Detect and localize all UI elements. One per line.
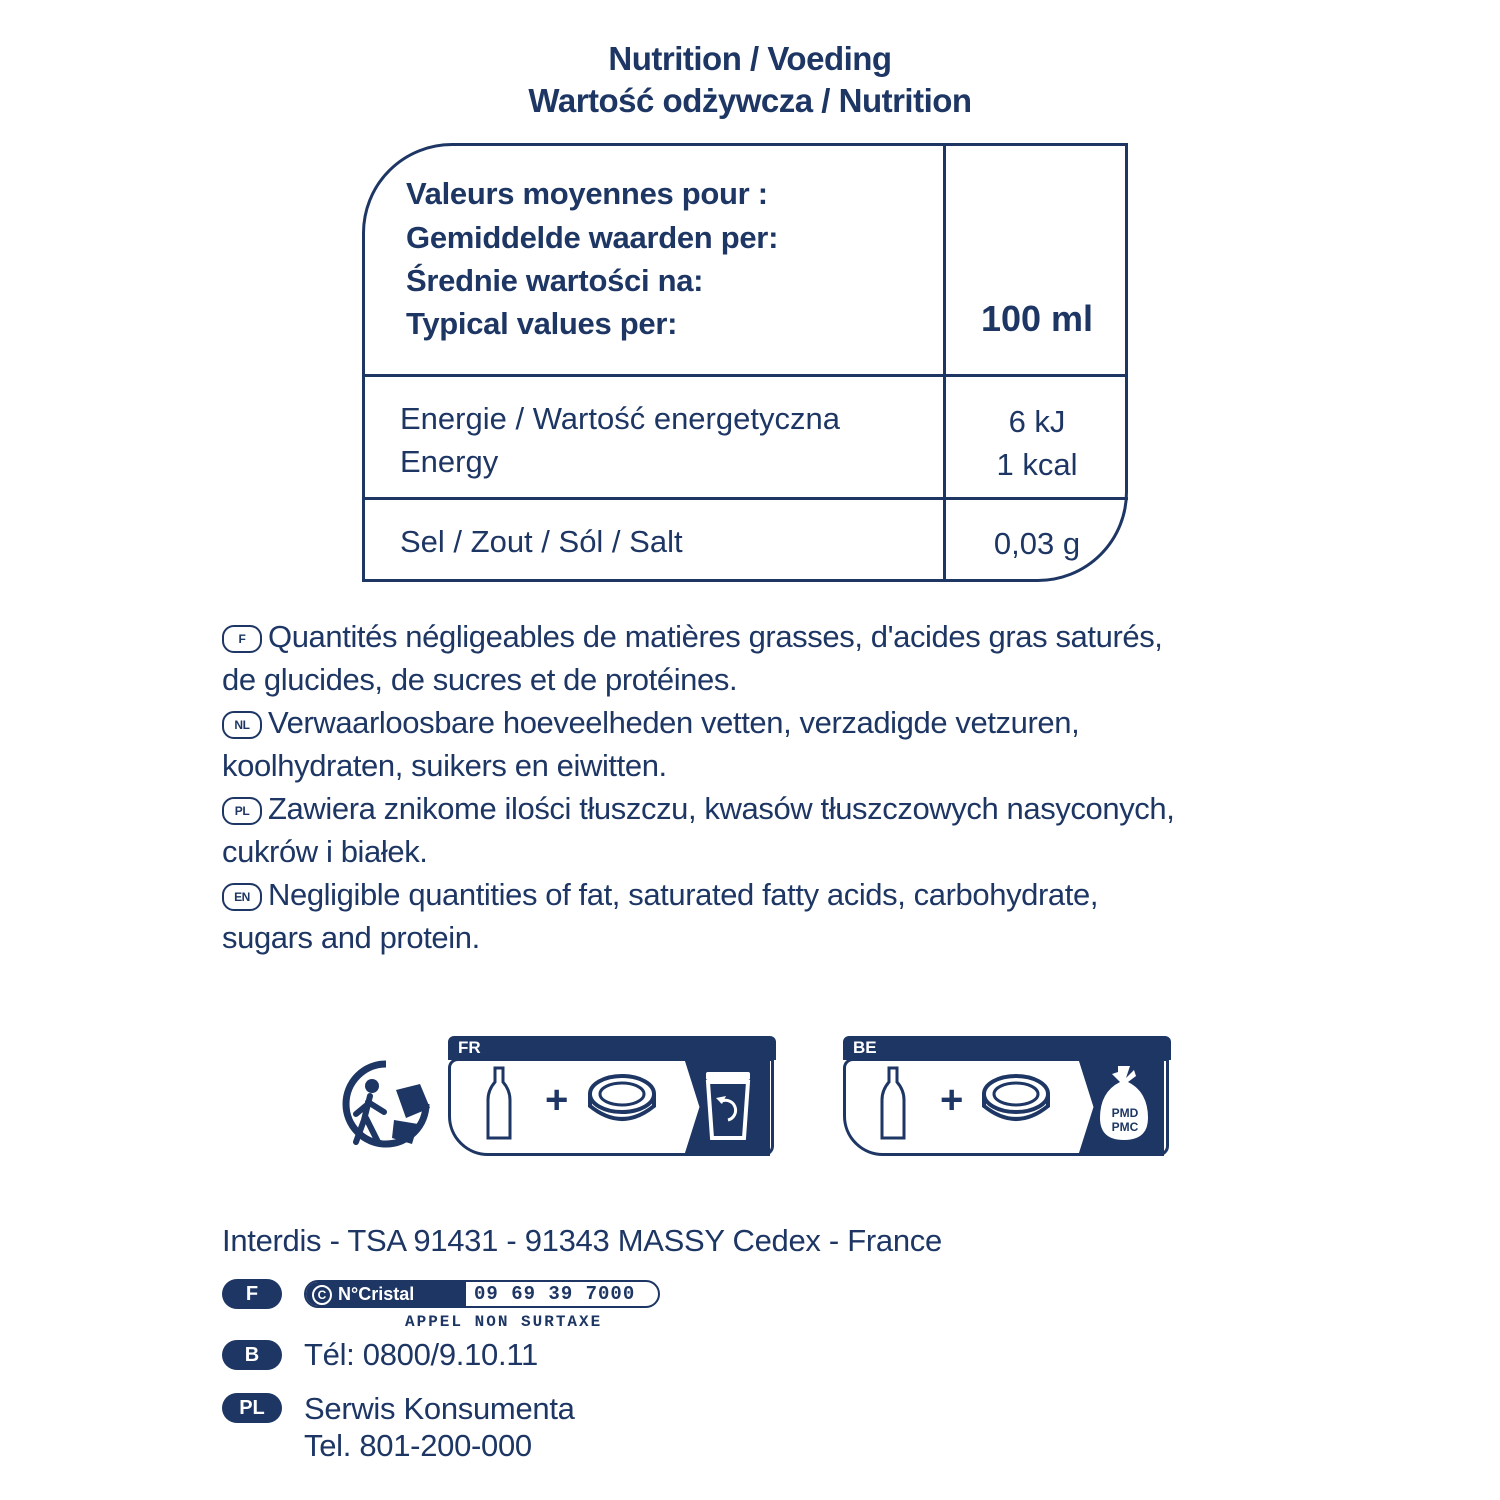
table-row-divider	[362, 497, 1128, 500]
recycling-tab-be: BE	[843, 1036, 1171, 1060]
bottle-icon	[484, 1066, 514, 1142]
country-badge-b: B	[222, 1340, 282, 1370]
pmc-label: PMC	[1111, 1120, 1139, 1134]
lang-badge-fr: F	[222, 625, 262, 653]
header-value: 100 ml	[980, 298, 1094, 339]
note-fr-line2: de glucides, de sucres et de protéines.	[222, 662, 738, 697]
note-fr-line1: Quantités négligeables de matières grasses, d'acides gras saturés,	[268, 619, 1163, 654]
salt-value: 0,03 g	[993, 526, 1081, 561]
energy-kj-value: 6 kJ	[1008, 404, 1066, 439]
country-badge-f: F	[222, 1279, 282, 1309]
lang-badge-en: EN	[222, 883, 262, 911]
note-pl-line1: Zawiera znikome ilości tłuszczu, kwasów tłuszczowych nasyconych,	[268, 791, 1175, 826]
energy-label-line2: Energy	[400, 444, 499, 479]
note-en	[222, 873, 1292, 959]
note-pl	[222, 787, 1292, 873]
table-column-divider	[943, 143, 946, 582]
manufacturer-address: Interdis - TSA 91431 - 91343 MASSY Cedex - France	[222, 1223, 942, 1258]
poland-phone: Tel. 801-200-000	[304, 1428, 532, 1463]
recycling-tab-fr: FR	[448, 1036, 776, 1060]
belgium-phone: Tél: 0800/9.10.11	[304, 1337, 538, 1372]
cristal-label: N°Cristal	[306, 1282, 466, 1306]
plus-sign-be: +	[940, 1078, 964, 1122]
cristal-number-box	[304, 1280, 660, 1308]
lang-badge-nl: NL	[222, 711, 262, 739]
cristal-note: APPEL NON SURTAXE	[405, 1313, 603, 1331]
energy-kcal-value: 1 kcal	[996, 447, 1078, 482]
cristal-phone-number: 09 69 39 7000	[474, 1283, 636, 1305]
table-row-divider	[362, 374, 1128, 377]
country-badge-pl: PL	[222, 1393, 282, 1423]
recycling-bin-icon	[698, 1068, 758, 1142]
cap-icon	[586, 1070, 658, 1134]
phone-c-icon: C	[312, 1285, 332, 1305]
energy-label-line1: Energie / Wartość energetyczna	[400, 401, 840, 436]
lang-badge-pl: PL	[222, 797, 262, 825]
note-en-line1: Negligible quantities of fat, saturated fatty acids, carbohydrate,	[268, 877, 1099, 912]
header-label-fr: Valeurs moyennes pour :	[406, 176, 768, 211]
note-nl-line2: koolhydraten, suikers en eiwitten.	[222, 748, 667, 783]
note-nl	[222, 701, 1292, 787]
header-label-pl: Średnie wartości na:	[406, 263, 704, 298]
plus-sign-fr: +	[545, 1078, 569, 1122]
cap-icon	[980, 1070, 1052, 1134]
title-line-2: Wartość odżywcza / Nutrition	[528, 82, 972, 119]
poland-service-label: Serwis Konsumenta	[304, 1391, 575, 1426]
note-en-line2: sugars and protein.	[222, 920, 480, 955]
bottle-icon	[878, 1066, 908, 1142]
note-fr	[222, 615, 1292, 701]
triman-icon	[334, 1058, 438, 1150]
note-nl-line1: Verwaarloosbare hoeveelheden vetten, verzadigde vetzuren,	[268, 705, 1080, 740]
header-label-en: Typical values per:	[406, 306, 678, 341]
salt-label: Sel / Zout / Sól / Salt	[400, 524, 683, 559]
title-line-1: Nutrition / Voeding	[608, 40, 892, 77]
pmd-bag-text	[1100, 1106, 1150, 1134]
note-pl-line2: cukrów i białek.	[222, 834, 428, 869]
header-label-nl: Gemiddelde waarden per:	[406, 220, 779, 255]
pmd-label: PMD	[1111, 1106, 1139, 1120]
